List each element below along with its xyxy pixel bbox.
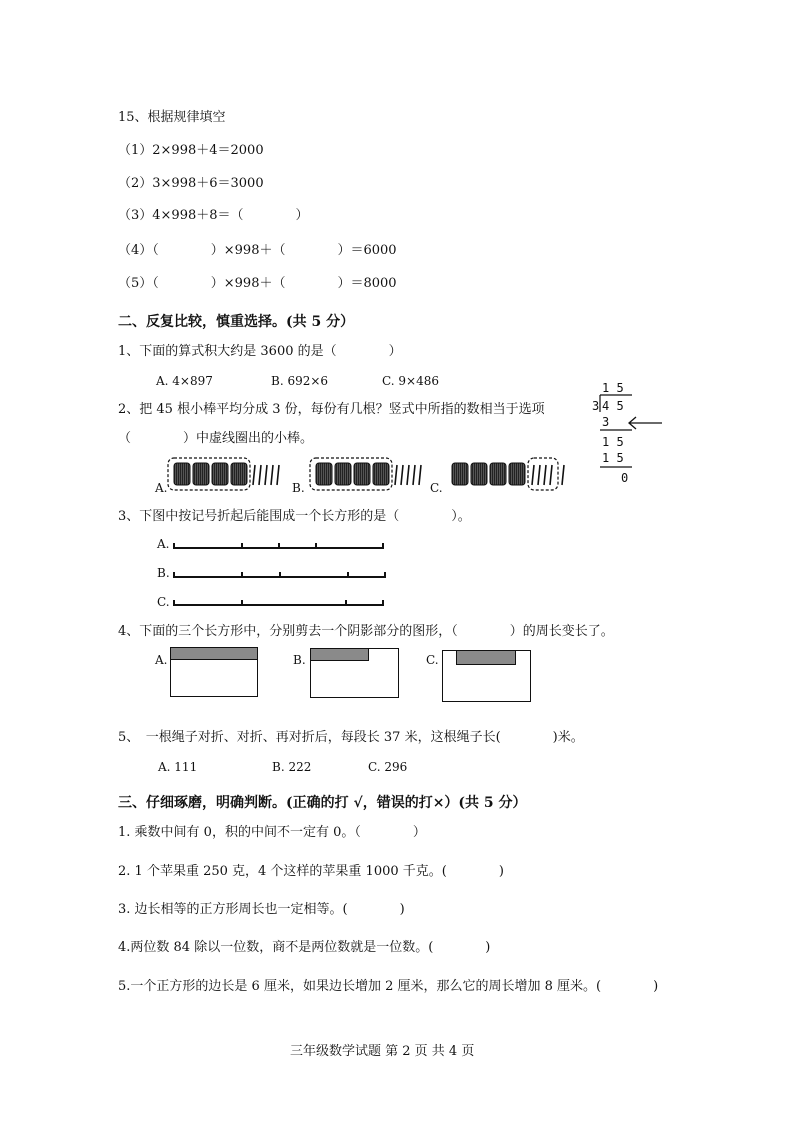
s2-q4-option-c: C. xyxy=(426,653,439,667)
s3-item-5: 5.一个正方形的边长是 6 厘米，如果边长增加 2 厘米，那么它的周长增加 8 厘米。( ) xyxy=(118,979,659,994)
s2-q2-text-line1: 2、把 45 根小棒平均分成 3 份，每份有几根？竖式中所指的数相当于选项 xyxy=(118,402,545,417)
bundle-icon-a4 xyxy=(231,463,247,485)
shaded-cut-a xyxy=(170,647,258,660)
s2-q5-text: 5、 一根绳子对折、对折、再对折后，每段长 37 米，这根绳子长( )米。 xyxy=(118,730,584,745)
q15-line-2: （2）3×998＋6＝3000 xyxy=(118,176,264,191)
q15-title: 15、根据规律填空 xyxy=(118,110,226,125)
s2-q2-text-line2: （ ）中虚线圈出的小棒。 xyxy=(118,431,314,446)
s2-q3-text: 3、下图中按记号折起后能围成一个长方形的是（ ）。 xyxy=(118,509,471,524)
s3-item-4: 4.两位数 84 除以一位数，商不是两位数就是一位数。( ) xyxy=(118,940,491,955)
section2-heading: 二、反复比较，慎重选择。(共 5 分） xyxy=(118,314,355,330)
division-step-1: 3 xyxy=(602,415,610,429)
section3-heading: 三、仔细琢磨，明确判断。(正确的打 √，错误的打×）(共 5 分） xyxy=(118,795,527,811)
q15-line-3: （3）4×998＋8＝（ ） xyxy=(118,208,309,223)
loose-sticks-c xyxy=(532,465,564,485)
s2-q3-option-b: B. xyxy=(157,566,170,580)
s2-q2-option-a: A. xyxy=(155,481,168,495)
s2-q1-text: 1、下面的算式积大约是 3600 的是（ ） xyxy=(118,344,402,359)
s2-q3-option-a: A. xyxy=(157,537,170,551)
division-step-2: 1 5 xyxy=(602,435,624,449)
loose-sticks-a xyxy=(253,465,279,485)
bundle-icon-b3 xyxy=(354,463,370,485)
division-remainder: 0 xyxy=(621,471,629,485)
s2-q5-option-c: C. 296 xyxy=(368,760,408,774)
q15-line-4: （4）（ ）×998＋（ ）＝6000 xyxy=(118,243,397,258)
bundle-icon-b2 xyxy=(335,463,351,485)
division-quotient: 1 5 xyxy=(602,381,624,395)
division-divisor: 3 xyxy=(592,399,600,413)
s2-q1-option-b: B. 692×6 xyxy=(271,374,329,388)
division-step-3: 1 5 xyxy=(602,451,624,465)
q15-line-1: （1）2×998＋4＝2000 xyxy=(118,143,264,158)
division-dividend: 4 5 xyxy=(602,399,624,413)
bundle-icon-c1 xyxy=(452,463,468,485)
arrow-left-icon xyxy=(626,416,666,430)
loose-sticks-b xyxy=(395,465,421,485)
bundle-icon-b1 xyxy=(316,463,332,485)
s3-item-3: 3. 边长相等的正方形周长也一定相等。( ) xyxy=(118,902,405,917)
bundle-icon-c3 xyxy=(490,463,506,485)
q15-line-5: （5）（ ）×998＋（ ）＝8000 xyxy=(118,276,397,291)
s2-q5-option-a: A. 111 xyxy=(158,760,198,774)
bundle-icon-a1 xyxy=(174,463,190,485)
division-bracket-lines xyxy=(590,378,670,488)
sticks-illustration xyxy=(160,455,600,495)
shaded-cut-c xyxy=(456,650,516,665)
s3-item-1: 1. 乘数中间有 0，积的中间不一定有 0。（ ） xyxy=(118,825,426,840)
s2-q2-option-b: B. xyxy=(292,481,305,495)
bundle-icon-b4 xyxy=(373,463,389,485)
s2-q4-option-a: A. xyxy=(155,653,168,667)
bundle-icon-a3 xyxy=(212,463,228,485)
s2-q1-option-c: C. 9×486 xyxy=(382,374,439,388)
s2-q1-option-a: A. 4×897 xyxy=(156,374,213,388)
bundle-icon-c4 xyxy=(509,463,525,485)
page-footer: 三年级数学试题 第 2 页 共 4 页 xyxy=(290,1044,475,1059)
s3-item-2: 2. 1 个苹果重 250 克，4 个这样的苹果重 1000 千克。( ) xyxy=(118,864,504,879)
bundle-icon-a2 xyxy=(193,463,209,485)
s2-q4-text: 4、下面的三个长方形中，分别剪去一个阴影部分的图形，（ ）的周长变长了。 xyxy=(118,624,614,639)
s2-q4-option-b: B. xyxy=(293,653,306,667)
s2-q2-option-c: C. xyxy=(430,481,443,495)
s2-q3-option-c: C. xyxy=(157,595,170,609)
s2-q5-option-b: B. 222 xyxy=(272,760,312,774)
bundle-icon-c2 xyxy=(471,463,487,485)
shaded-cut-b xyxy=(310,648,369,661)
